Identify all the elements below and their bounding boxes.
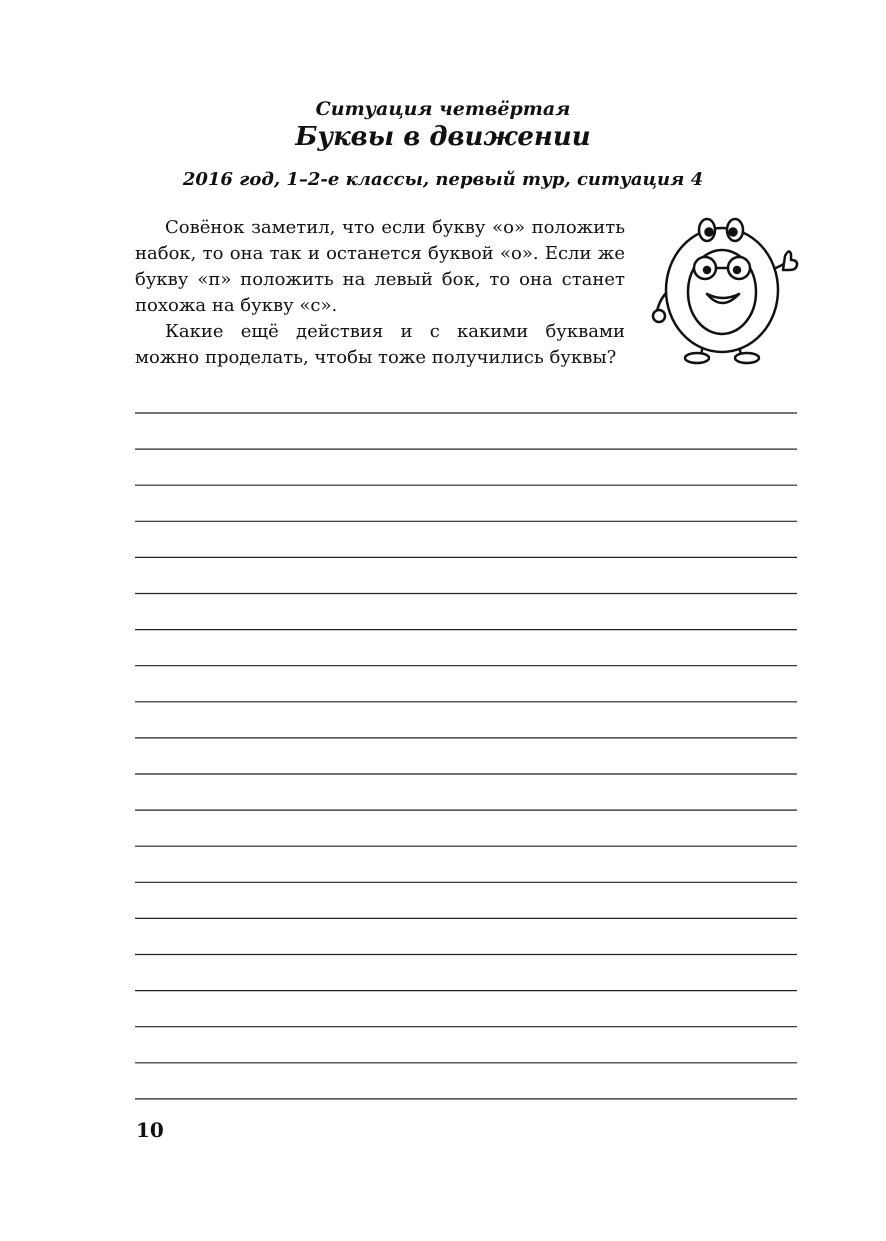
answer-lines[interactable] [135, 412, 797, 1102]
task-text [135, 215, 625, 371]
situation-subtitle: Ситуация четвёртая [315, 98, 571, 120]
page-title: Буквы в движении [295, 122, 591, 152]
task-paragraph-2: Какие ещё действия и с какими буквами можно проделать, чтобы тоже получились буквы? [135, 321, 625, 368]
letter-o-mascot-icon [645, 208, 810, 368]
source-caption: 2016 год, 1–2-е классы, первый тур, ситуация 4 [182, 169, 704, 190]
task-paragraph-1: Совёнок заметил, что если букву «о» положить набок, то она так и останется буквой «о». Если же букву «п» положить на левый бок, то она станет похожа на букву «с». [135, 217, 625, 316]
page-number: 10 [136, 1118, 164, 1142]
